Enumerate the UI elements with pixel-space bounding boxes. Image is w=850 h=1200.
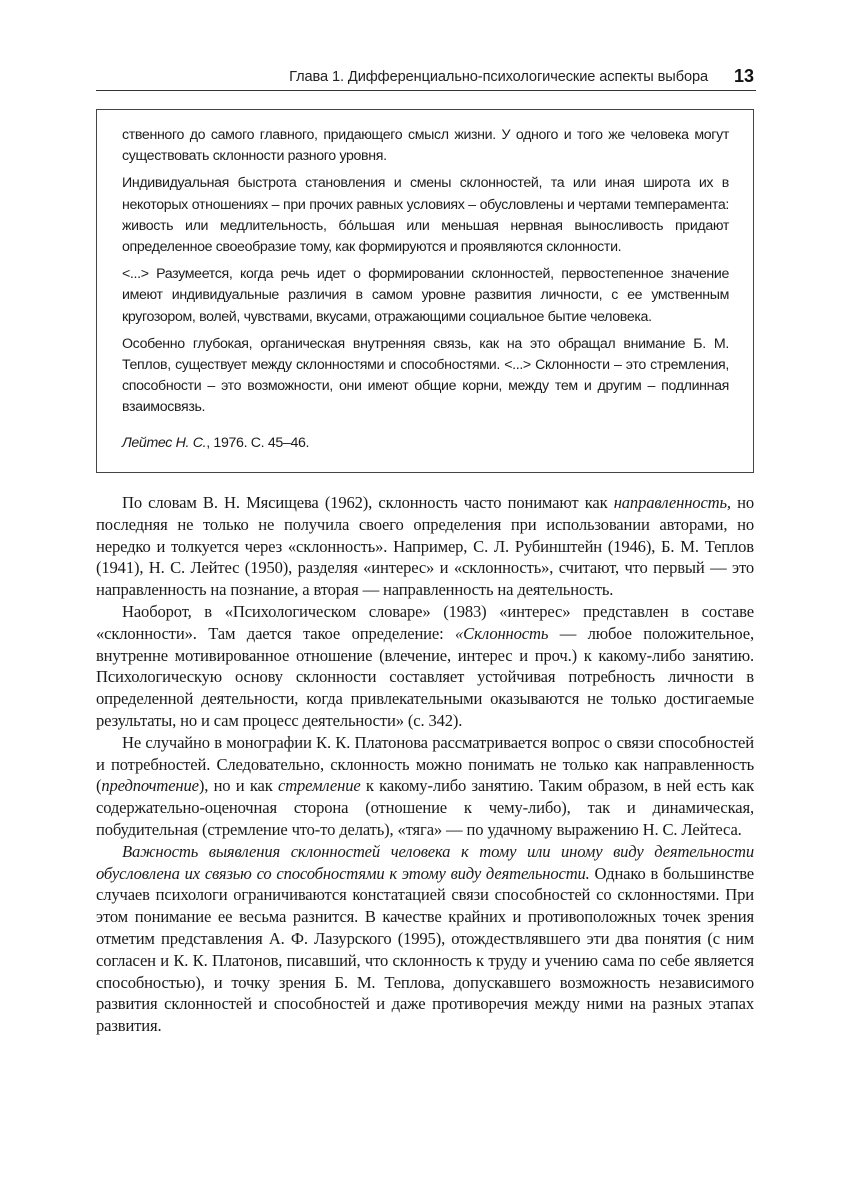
italic-statement: Важность выявления склонностей человека к тому или иному виду деятельности обусловлена их связью со способностями к этому виду деятельности.: [96, 841, 754, 883]
quote-paragraph-3: <...> Разумеется, когда речь идет о формировании склонностей, первостепенное значение имеют индивидуальные различия в самом уровне развития личности, с ее умственным кругозором, волей, чувствами, вкусами, отражающими социальное бытие человека.: [122, 266, 729, 325]
body-paragraph-2: [96, 601, 754, 732]
text-run: Однако в большинстве случаев психологи ограничиваются констатацией связи способностей со склонностями. При этом понимание ее весьма разнится. В качестве крайних и противоположных точек зрения отметим представления А. Ф. Лазурского (1995), отождествлявшего эти два понятия (с ним согласен и К. К. Платонов, писавший, что склонность к труду и учению сама по себе является способностью), и точку зрения Б. М. Теплова, допускавшего возможность независимого развития склонностей и способностей и даже противоречия между ними на разных этапах развития.: [96, 863, 754, 1036]
body-paragraph-4: [96, 841, 754, 1037]
quote-paragraph-4: Особенно глубокая, органическая внутренняя связь, как на это обращал внимание Б. М. Теплов, существует между склонностями и способностями. <...> Склонности – это стремления, способности – это возможности, они имеют общие корни, между тем и другим – подлинная взаимосвязь.: [122, 335, 729, 416]
citation-source: , 1976. С. 45–46.: [206, 434, 310, 451]
quote-paragraph-2: Индивидуальная быстрота становления и смены склонностей, та или иная широта их в некоторых отношениях – при прочих равных условиях – обусловлены и чертами темперамента: живость или медлительность, бо́льшая или меньшая нервная выносливость придают определенное своеобразие тому, как формируются и проявляются склонности.: [122, 175, 729, 256]
chapter-title: Глава 1. Дифференциально-психологические аспекты выбора: [289, 69, 708, 85]
text-run: Не случайно в монографии К. К. Платонова рассматривается вопрос о связи способностей и потребностей. Следовательно, склонность можно понимать не только как направленность (: [96, 732, 754, 796]
quote-citation: [122, 433, 729, 454]
quote-box: [96, 109, 754, 473]
main-text: [96, 492, 754, 1037]
italic-term: предпочтение: [101, 776, 199, 796]
text-run: ), но и как: [198, 776, 278, 796]
quote-paragraph-1: ственного до самого главного, придающего смысл жизни. У одного и того же человека могут существовать склонности разного уровня.: [122, 127, 729, 165]
text-run: Наоборот, в «Психологическом словаре» (1983) «интерес» представлен в составе «склонности». Там дается такое определение:: [96, 601, 754, 643]
italic-term: направленность,: [613, 493, 731, 512]
italic-term: стремление: [277, 776, 361, 796]
page-number: 13: [733, 66, 754, 86]
text-run: к какому-либо занятию. Таким образом, в ней есть как содержательно-оценочная сторона (отношение к чему-либо), так и динамическая, побудительная (стремление что-то делать), «тяга» — по удачному выражению Н. С. Лейтеса.: [96, 776, 754, 839]
text-run: По словам В. Н. Мясищева (1962), склонность часто понимают как: [122, 493, 614, 512]
text-run: — любое положительное, внутренне мотивированное отношение (влечение, интерес и проч.) к какому-либо занятию. Психологическую основу склонности составляет устойчивая потребность личности в определенной деятельности, когда привлекательными оказываются не только достигаемые результаты, но и сам процесс деятельности» (с. 342).: [96, 623, 754, 730]
citation-author: Лейтес Н. С.: [122, 434, 207, 451]
text-run: но последняя не только не получила своего определения при использовании авторами, но нередко и толкуется через «склонность». Например, С. Л. Рубинштейн (1946), Б. М. Теплов (1941), Н. С. Лейтес (1950), разделяя «интерес» и «склонность», считают, что первый — это направленность на познание, а вторая — направленность на деятельность.: [96, 493, 754, 600]
italic-term: «Склонность: [455, 623, 549, 643]
body-paragraph-1: [96, 492, 754, 601]
body-paragraph-3: [96, 732, 754, 841]
running-header: [96, 66, 756, 91]
